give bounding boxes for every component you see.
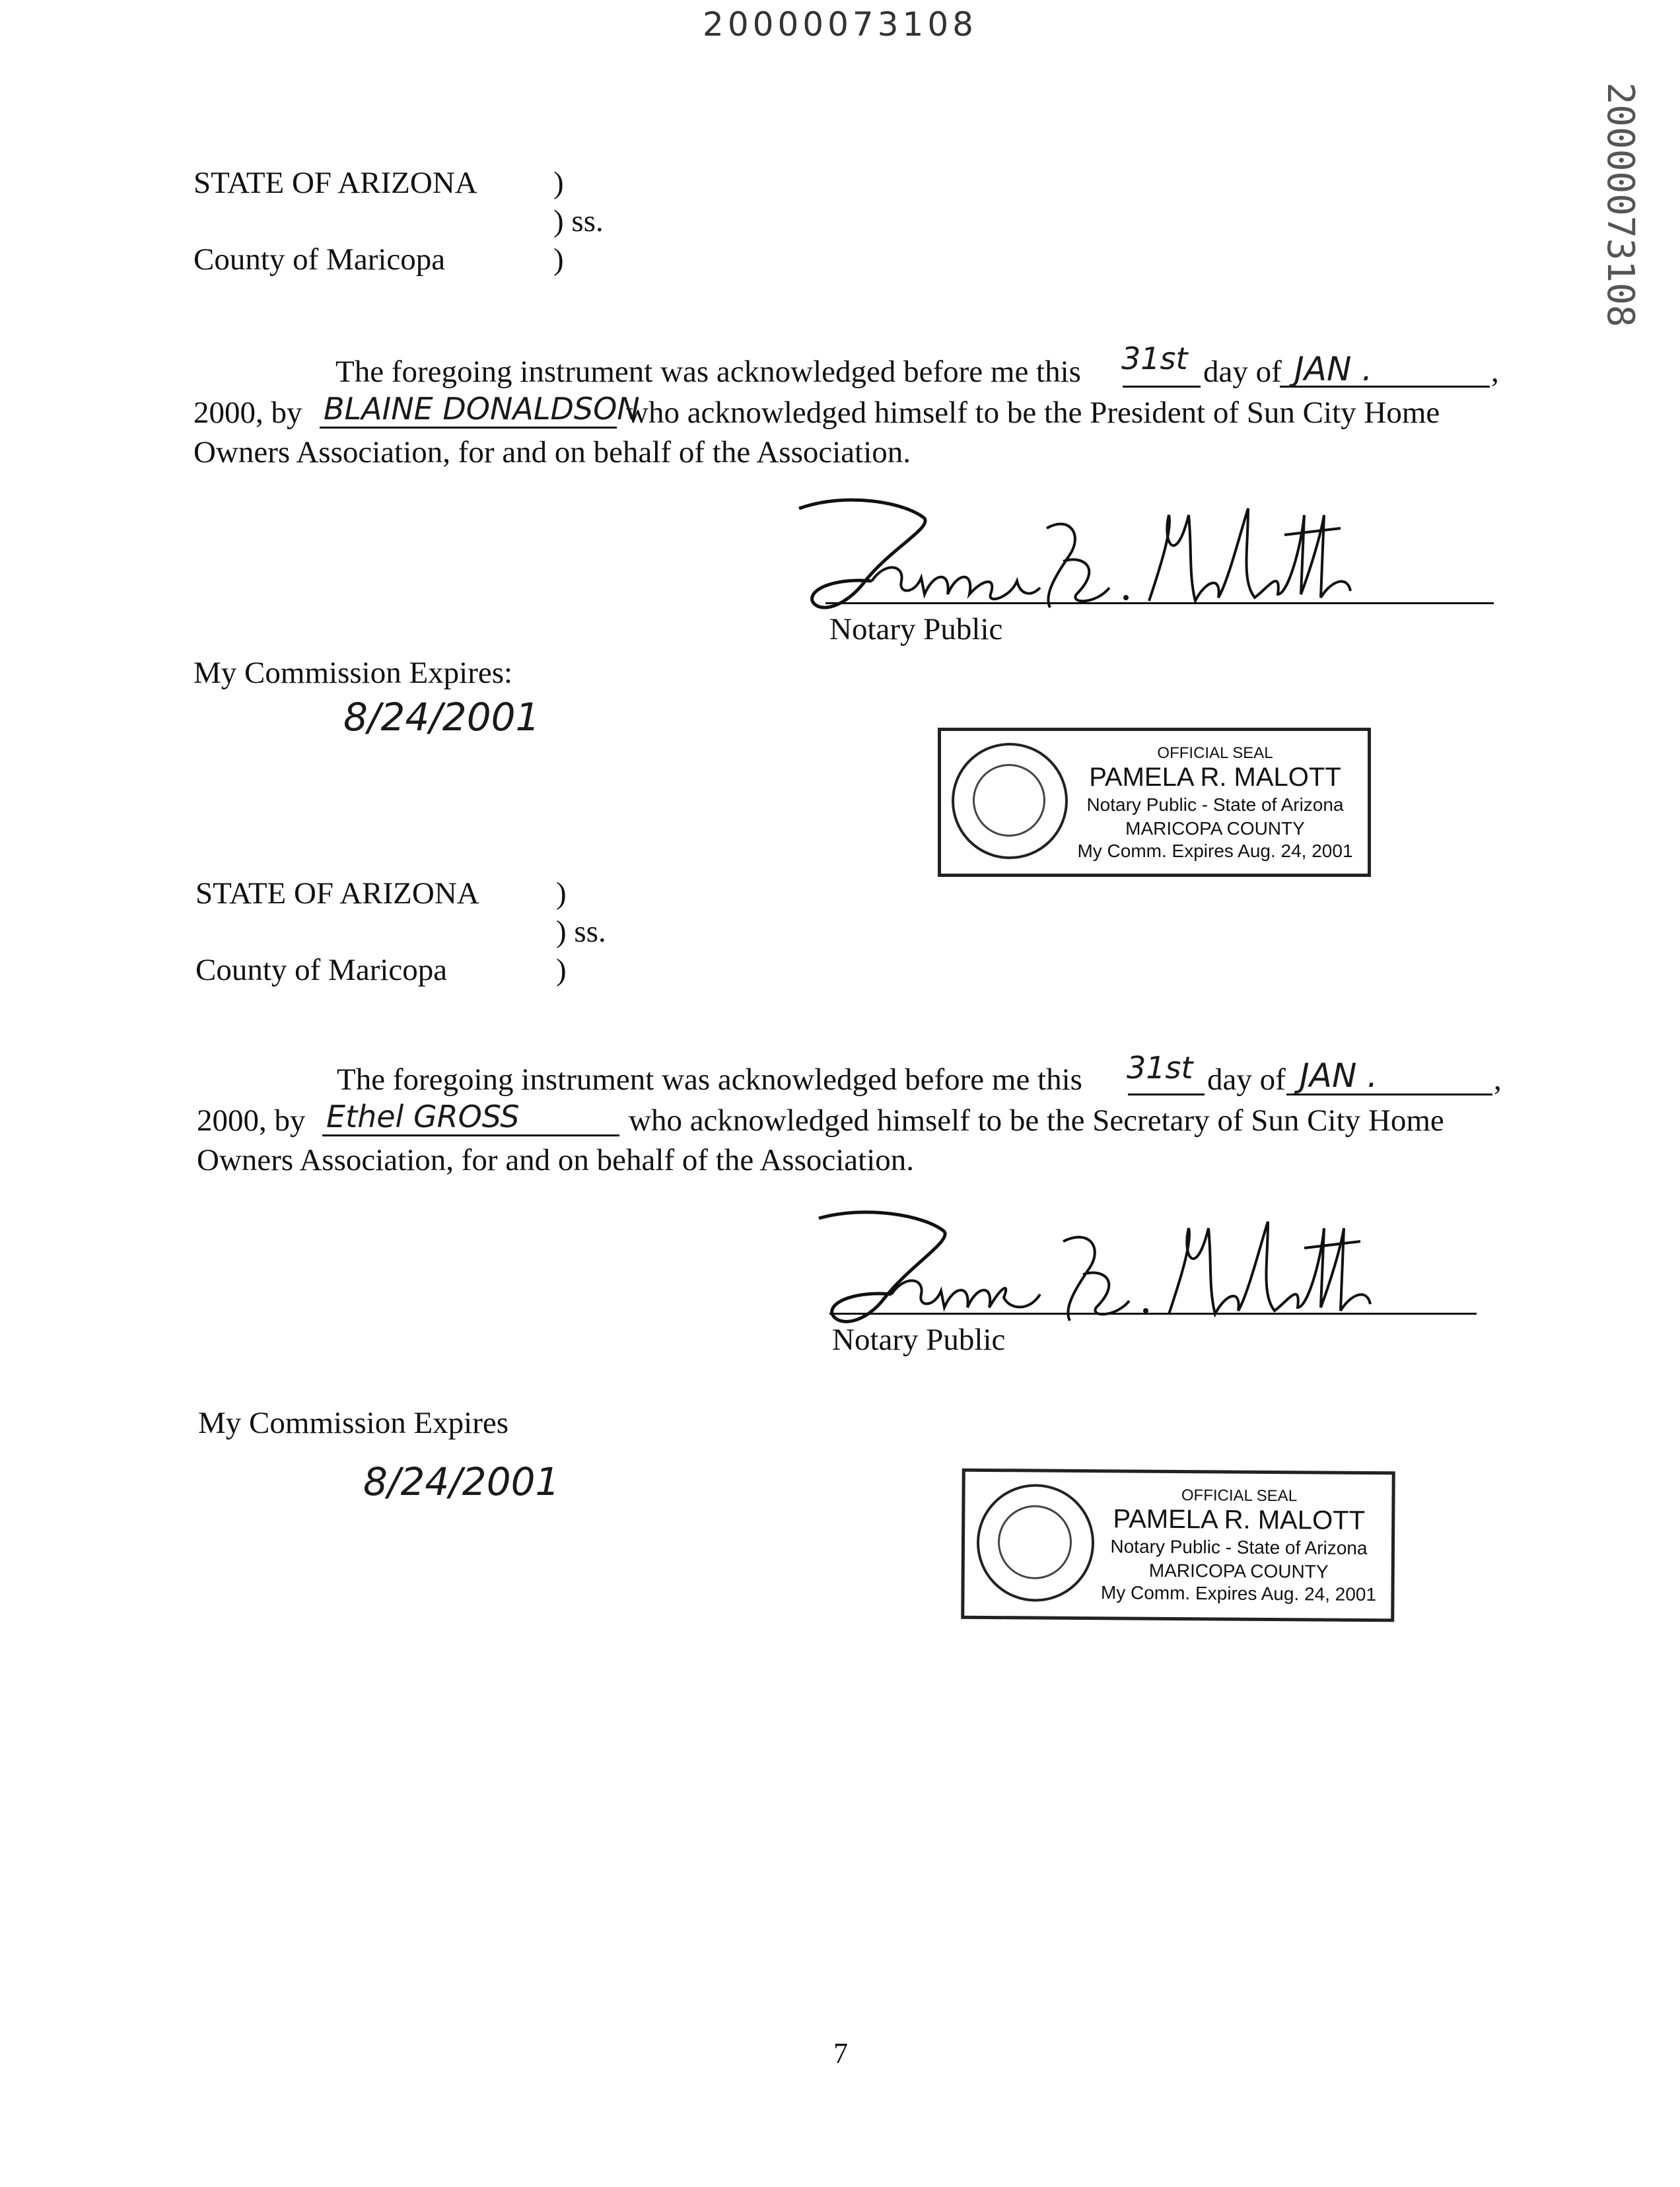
paren-2c: ) [556, 953, 567, 987]
day-blank-1 [1123, 386, 1201, 388]
official-seal-2 [961, 1469, 1395, 1622]
name-blank-1 [320, 427, 617, 429]
day-blank-2 [1128, 1094, 1205, 1095]
name-blank-2 [322, 1134, 619, 1136]
handwritten-month-2: JAN . [1300, 1057, 1378, 1095]
seal-line2-2: MARICOPA COUNTY [1148, 1560, 1329, 1582]
ack-line1-comma-2: , [1494, 1062, 1502, 1097]
signature-line-2 [829, 1313, 1477, 1315]
seal-line1-1: Notary Public - State of Arizona [1086, 794, 1344, 815]
commission-label-1: My Commission Expires: [193, 656, 513, 690]
ack-line2-prefix-1: 2000, by [193, 396, 302, 430]
notary-signature-1 [792, 489, 1360, 621]
ack-line1-comma-1: , [1491, 355, 1499, 389]
seal-line2-1: MARICOPA COUNTY [1125, 818, 1305, 839]
seal-line1-2: Notary Public - State of Arizona [1110, 1536, 1368, 1558]
signature-line-1 [825, 602, 1494, 604]
paren-1c: ) [553, 242, 564, 277]
ack-line3-1: Owners Association, for and on behalf of the Association. [193, 435, 911, 469]
seal-name-2: PAMELA R. MALOTT [1113, 1504, 1366, 1535]
handwritten-month-1: JAN . [1294, 350, 1373, 388]
side-stamp-text: 20000073108 [1599, 82, 1642, 328]
notary-public-label-2: Notary Public [832, 1323, 1006, 1357]
official-seal-1 [938, 728, 1371, 877]
ack-line2-suffix-2: who acknowledged himself to be the Secretary of Sun City Home [629, 1103, 1444, 1138]
side-recording-stamp [1582, 82, 1642, 328]
ack-line1-prefix-2: The foregoing instrument was acknowledged before me this [337, 1062, 1082, 1097]
seal-name-1: PAMELA R. MALOTT [1089, 763, 1341, 792]
ack-line1-dayof-1: day of [1203, 355, 1282, 389]
paren-2a: ) [556, 876, 567, 911]
seal-line3-2: My Comm. Expires Aug. 24, 2001 [1100, 1582, 1377, 1605]
seal-line3-1: My Comm. Expires Aug. 24, 2001 [1077, 841, 1353, 861]
document-number: 20000073108 [703, 5, 977, 44]
seal-heading-1: OFFICIAL SEAL [1157, 744, 1273, 762]
commission-label-2: My Commission Expires [198, 1406, 509, 1440]
handwritten-day-2: 31st [1127, 1050, 1193, 1086]
state-label-2: STATE OF ARIZONA [195, 876, 479, 911]
seal-heading-2: OFFICIAL SEAL [1181, 1486, 1298, 1506]
county-label-2: County of Maricopa [195, 953, 448, 987]
ack-line3-2: Owners Association, for and on behalf of the Association. [197, 1143, 915, 1177]
handwritten-day-1: 31st [1121, 341, 1188, 376]
handwritten-name-2: Ethel GROSS [326, 1099, 520, 1134]
state-seal-inner-1 [973, 764, 1045, 837]
paren-1a: ) [553, 166, 564, 200]
ack-line1-prefix-1: The foregoing instrument was acknowledged before me this [335, 355, 1081, 389]
ack-line1-dayof-2: day of [1207, 1062, 1286, 1097]
handwritten-name-1: BLAINE DONALDSON [324, 391, 640, 427]
state-seal-inner-2 [998, 1505, 1072, 1580]
handwritten-expiry-2: 8/24/2001 [363, 1459, 560, 1504]
paren-ss-1: ) ss. [553, 204, 604, 238]
handwritten-expiry-1: 8/24/2001 [343, 695, 540, 740]
ack-line2-prefix-2: 2000, by [197, 1103, 306, 1138]
state-label-1: STATE OF ARIZONA [193, 166, 477, 200]
page-number: 7 [833, 2037, 848, 2069]
ack-line2-suffix-1: who acknowledged himself to be the President of Sun City Home [626, 396, 1440, 430]
county-label-1: County of Maricopa [193, 242, 446, 277]
notary-public-label-1: Notary Public [829, 612, 1003, 646]
paren-ss-2: ) ss. [556, 915, 606, 949]
